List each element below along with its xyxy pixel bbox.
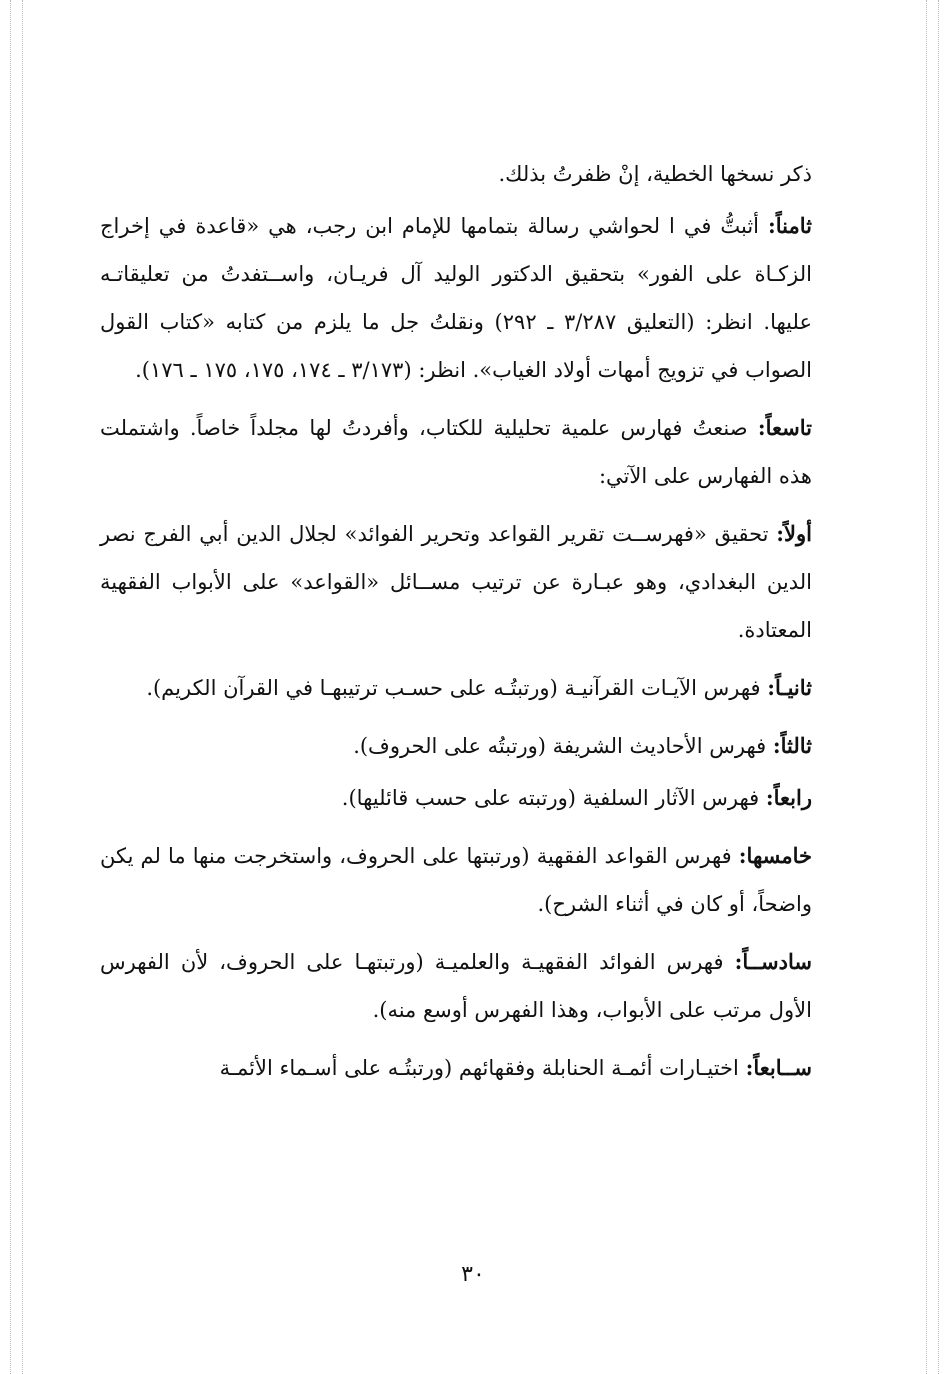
paragraph-intro-ending (100, 150, 812, 198)
paragraph-lead: تاسعاً: (757, 415, 812, 440)
paragraph-text: فهرس الأحاديث الشريفة (ورتبتُه على الحروف). (353, 734, 773, 758)
paragraph-text: تحقيق «فهرســت تقرير القواعد وتحرير الفوائد» لجلال الدين أبي الفرج نصر الدين البغدادي، وهو عبـارة عن ترتيب مســائل «القواعد» على الأبواب الفقهية المعتادة. (100, 522, 812, 642)
paragraph-ninth (100, 404, 812, 500)
page-number: ٣٠ (461, 1262, 485, 1287)
paragraph-text: أثبتُّ في ا لحواشي رسالة بتمامها للإمام ابن رجب، هي «قاعدة في إخراج الزكـاة على الفور» بتحقيق الدكتور الوليد آل فريـان، واســتفدتُ من تعليقاتـه عليها. انظر: (التعليق ٣/٢٨٧ ـ ٢٩٢) ونقلتُ جل ما يلزم من كتابه «كتاب القول الصواب في تزويج أمهات أولاد الغياب». انظر: (٣/١٧٣ ـ ١٧٤، ١٧٥، ١٧٥ ـ ١٧٦). (100, 214, 812, 382)
paragraph-lead: ثانيـاً: (767, 675, 812, 700)
index-item-seventh (100, 1044, 812, 1092)
paragraph-lead: رابعاً: (765, 785, 812, 810)
paragraph-text: اختيـارات أئمـة الحنابلة وفقهائهم (ورتبتُـه على أسـماء الأئمـة (219, 1056, 746, 1080)
page-body (100, 150, 812, 1102)
paragraph-eighth (100, 202, 812, 394)
paragraph-text: ذكر نسخها الخطية، إنْ ظفرتُ بذلك. (498, 162, 812, 186)
scan-edge-right-inner (926, 0, 927, 1374)
paragraph-text: فهرس القواعد الفقهية (ورتبتها على الحروف، واستخرجت منها ما لم يكن واضحاً، أو كان في أثناء الشرح). (100, 844, 812, 916)
index-item-third (100, 722, 812, 770)
paragraph-text: فهرس الآيـات القرآنيـة (ورتبتُـه على حسـب ترتيبهـا في القرآن الكريم). (146, 676, 768, 700)
index-item-first (100, 510, 812, 654)
scan-edge-right-outer (938, 0, 939, 1374)
paragraph-lead: ثامناً: (768, 213, 812, 238)
paragraph-text: فهرس الفوائد الفقهيـة والعلميـة (ورتبتهـا على الحروف، لأن الفهرس الأول مرتب على الأبواب، وهذا الفهرس أوسع منه). (100, 950, 812, 1022)
index-item-sixth (100, 938, 812, 1034)
paragraph-text: صنعتُ فهارس علمية تحليلية للكتاب، وأفردتُ لها مجلداً خاصاً. واشتملت هذه الفهارس على الآتي: (100, 416, 812, 488)
scan-edge-left-inner (22, 0, 23, 1374)
scan-edge-left-outer (10, 0, 11, 1374)
paragraph-lead: ســابعاً: (745, 1055, 812, 1080)
paragraph-lead: سادســاً: (734, 949, 812, 974)
index-item-fourth (100, 774, 812, 822)
paragraph-lead: خامسها: (738, 843, 812, 868)
index-item-second (100, 664, 812, 712)
paragraph-lead: أولاً: (776, 521, 812, 546)
paragraph-text: فهرس الآثار السلفية (ورتبته على حسب قائليها). (341, 786, 766, 810)
paragraph-lead: ثالثاً: (772, 733, 812, 758)
index-item-fifth (100, 832, 812, 928)
